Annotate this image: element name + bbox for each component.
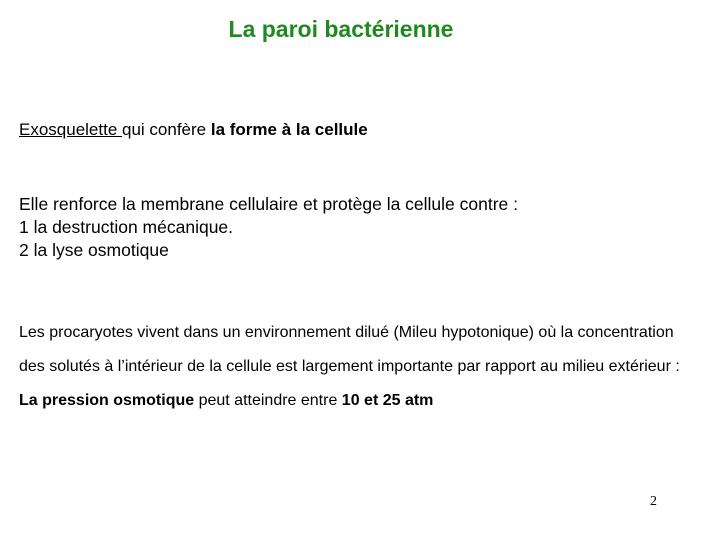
definition-emphasis: la forme à la cellule	[210, 120, 368, 139]
paragraph-emphasis-2: 10 et 25 atm	[341, 392, 434, 409]
paragraph-text-1: Les procaryotes vivent dans un environnement dilué (Mileu hypotonique) où la concentration des solutés à l’intérieur de la cellule est largement importante par rapport au milieu extérieur :	[19, 324, 680, 375]
definition-line	[19, 120, 368, 140]
osmotic-paragraph	[19, 316, 699, 418]
slide-title: La paroi bactérienne	[228, 16, 454, 42]
role-item-2: 2 la lyse osmotique	[19, 240, 169, 260]
role-block	[19, 193, 518, 262]
role-intro: Elle renforce la membrane cellulaire et protège la cellule contre :	[19, 194, 519, 214]
paragraph-text-2: peut atteindre entre	[194, 392, 342, 409]
role-item-1: 1 la destruction mécanique.	[19, 217, 234, 237]
definition-text: qui confère	[122, 120, 211, 139]
paragraph-emphasis-1: La pression osmotique	[19, 392, 195, 409]
page-number: 2	[650, 494, 657, 509]
definition-term: Exosquelette	[19, 120, 123, 139]
